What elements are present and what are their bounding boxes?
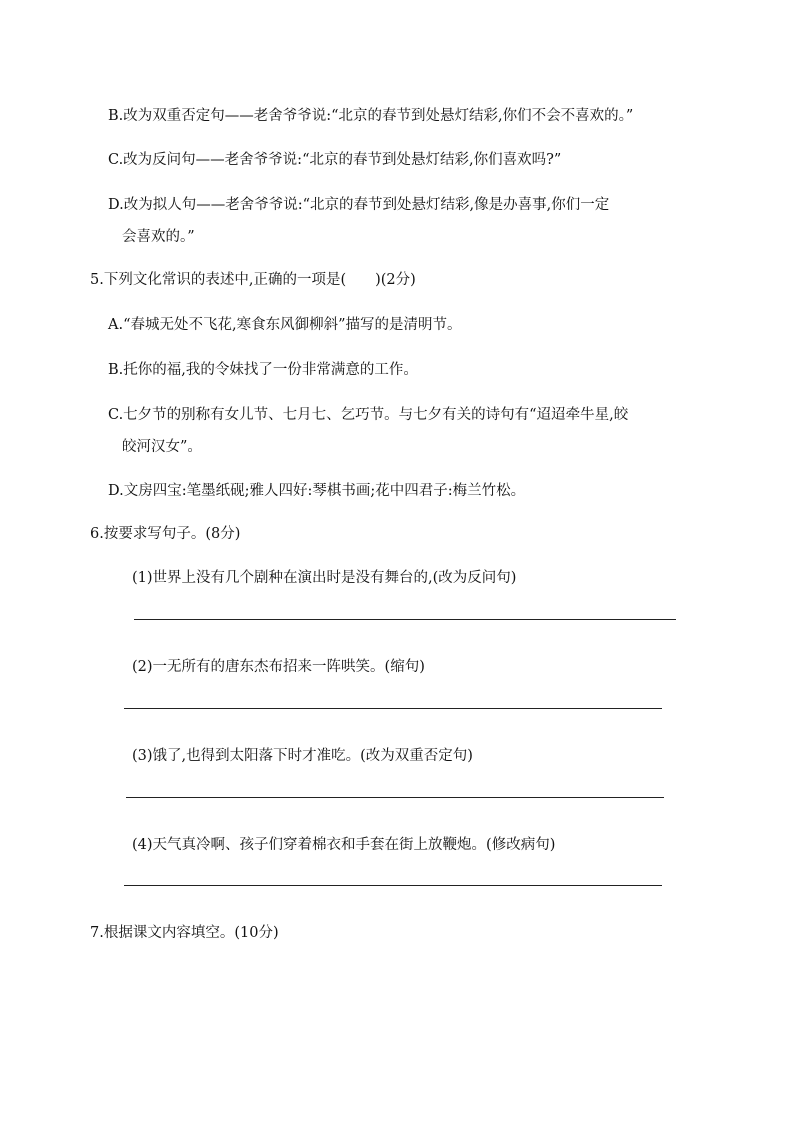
q5-option-d: D.文房四宝:笔墨纸砚;雅人四好:琴棋书画;花中四君子:梅兰竹松。	[108, 483, 526, 499]
q5-option-a: A.“春城无处不飞花,寒食东风御柳斜”描写的是清明节。	[108, 317, 462, 333]
q5-option-b: B.托你的福,我的令妹找了一份非常满意的工作。	[108, 362, 418, 378]
q4-option-d-cont: 会喜欢的。”	[122, 229, 195, 245]
answer-line-4[interactable]	[124, 885, 662, 886]
q5-title: 5.下列文化常识的表述中,正确的一项是( )(2分)	[90, 272, 416, 288]
q6-item-3: (3)饿了,也得到太阳落下时才准吃。(改为双重否定句)	[132, 748, 473, 764]
answer-line-1[interactable]	[134, 619, 676, 620]
q6-item-2: (2)一无所有的唐东杰布招来一阵哄笑。(缩句)	[132, 659, 425, 675]
q5-option-c: C.七夕节的别称有女儿节、七月七、乞巧节。与七夕有关的诗句有“迢迢牵牛星,皎	[108, 407, 629, 423]
q7-title: 7.根据课文内容填空。(10分)	[90, 925, 279, 941]
q6-item-1: (1)世界上没有几个剧种在演出时是没有舞台的,(改为反问句)	[132, 570, 517, 586]
q6-title: 6.按要求写句子。(8分)	[90, 526, 241, 542]
answer-line-2[interactable]	[124, 708, 662, 709]
q4-option-d: D.改为拟人句——老舍爷爷说:“北京的春节到处悬灯结彩,像是办喜事,你们一定	[108, 197, 610, 213]
q5-option-c-cont: 皎河汉女”。	[122, 439, 202, 455]
q4-option-c: C.改为反问句——老舍爷爷说:“北京的春节到处悬灯结彩,你们喜欢吗?”	[108, 152, 562, 168]
q6-item-4: (4)天气真冷啊、孩子们穿着棉衣和手套在街上放鞭炮。(修改病句)	[132, 837, 556, 853]
q4-option-b: B.改为双重否定句——老舍爷爷说:“北京的春节到处悬灯结彩,你们不会不喜欢的。”	[108, 108, 634, 124]
answer-line-3[interactable]	[126, 797, 664, 798]
